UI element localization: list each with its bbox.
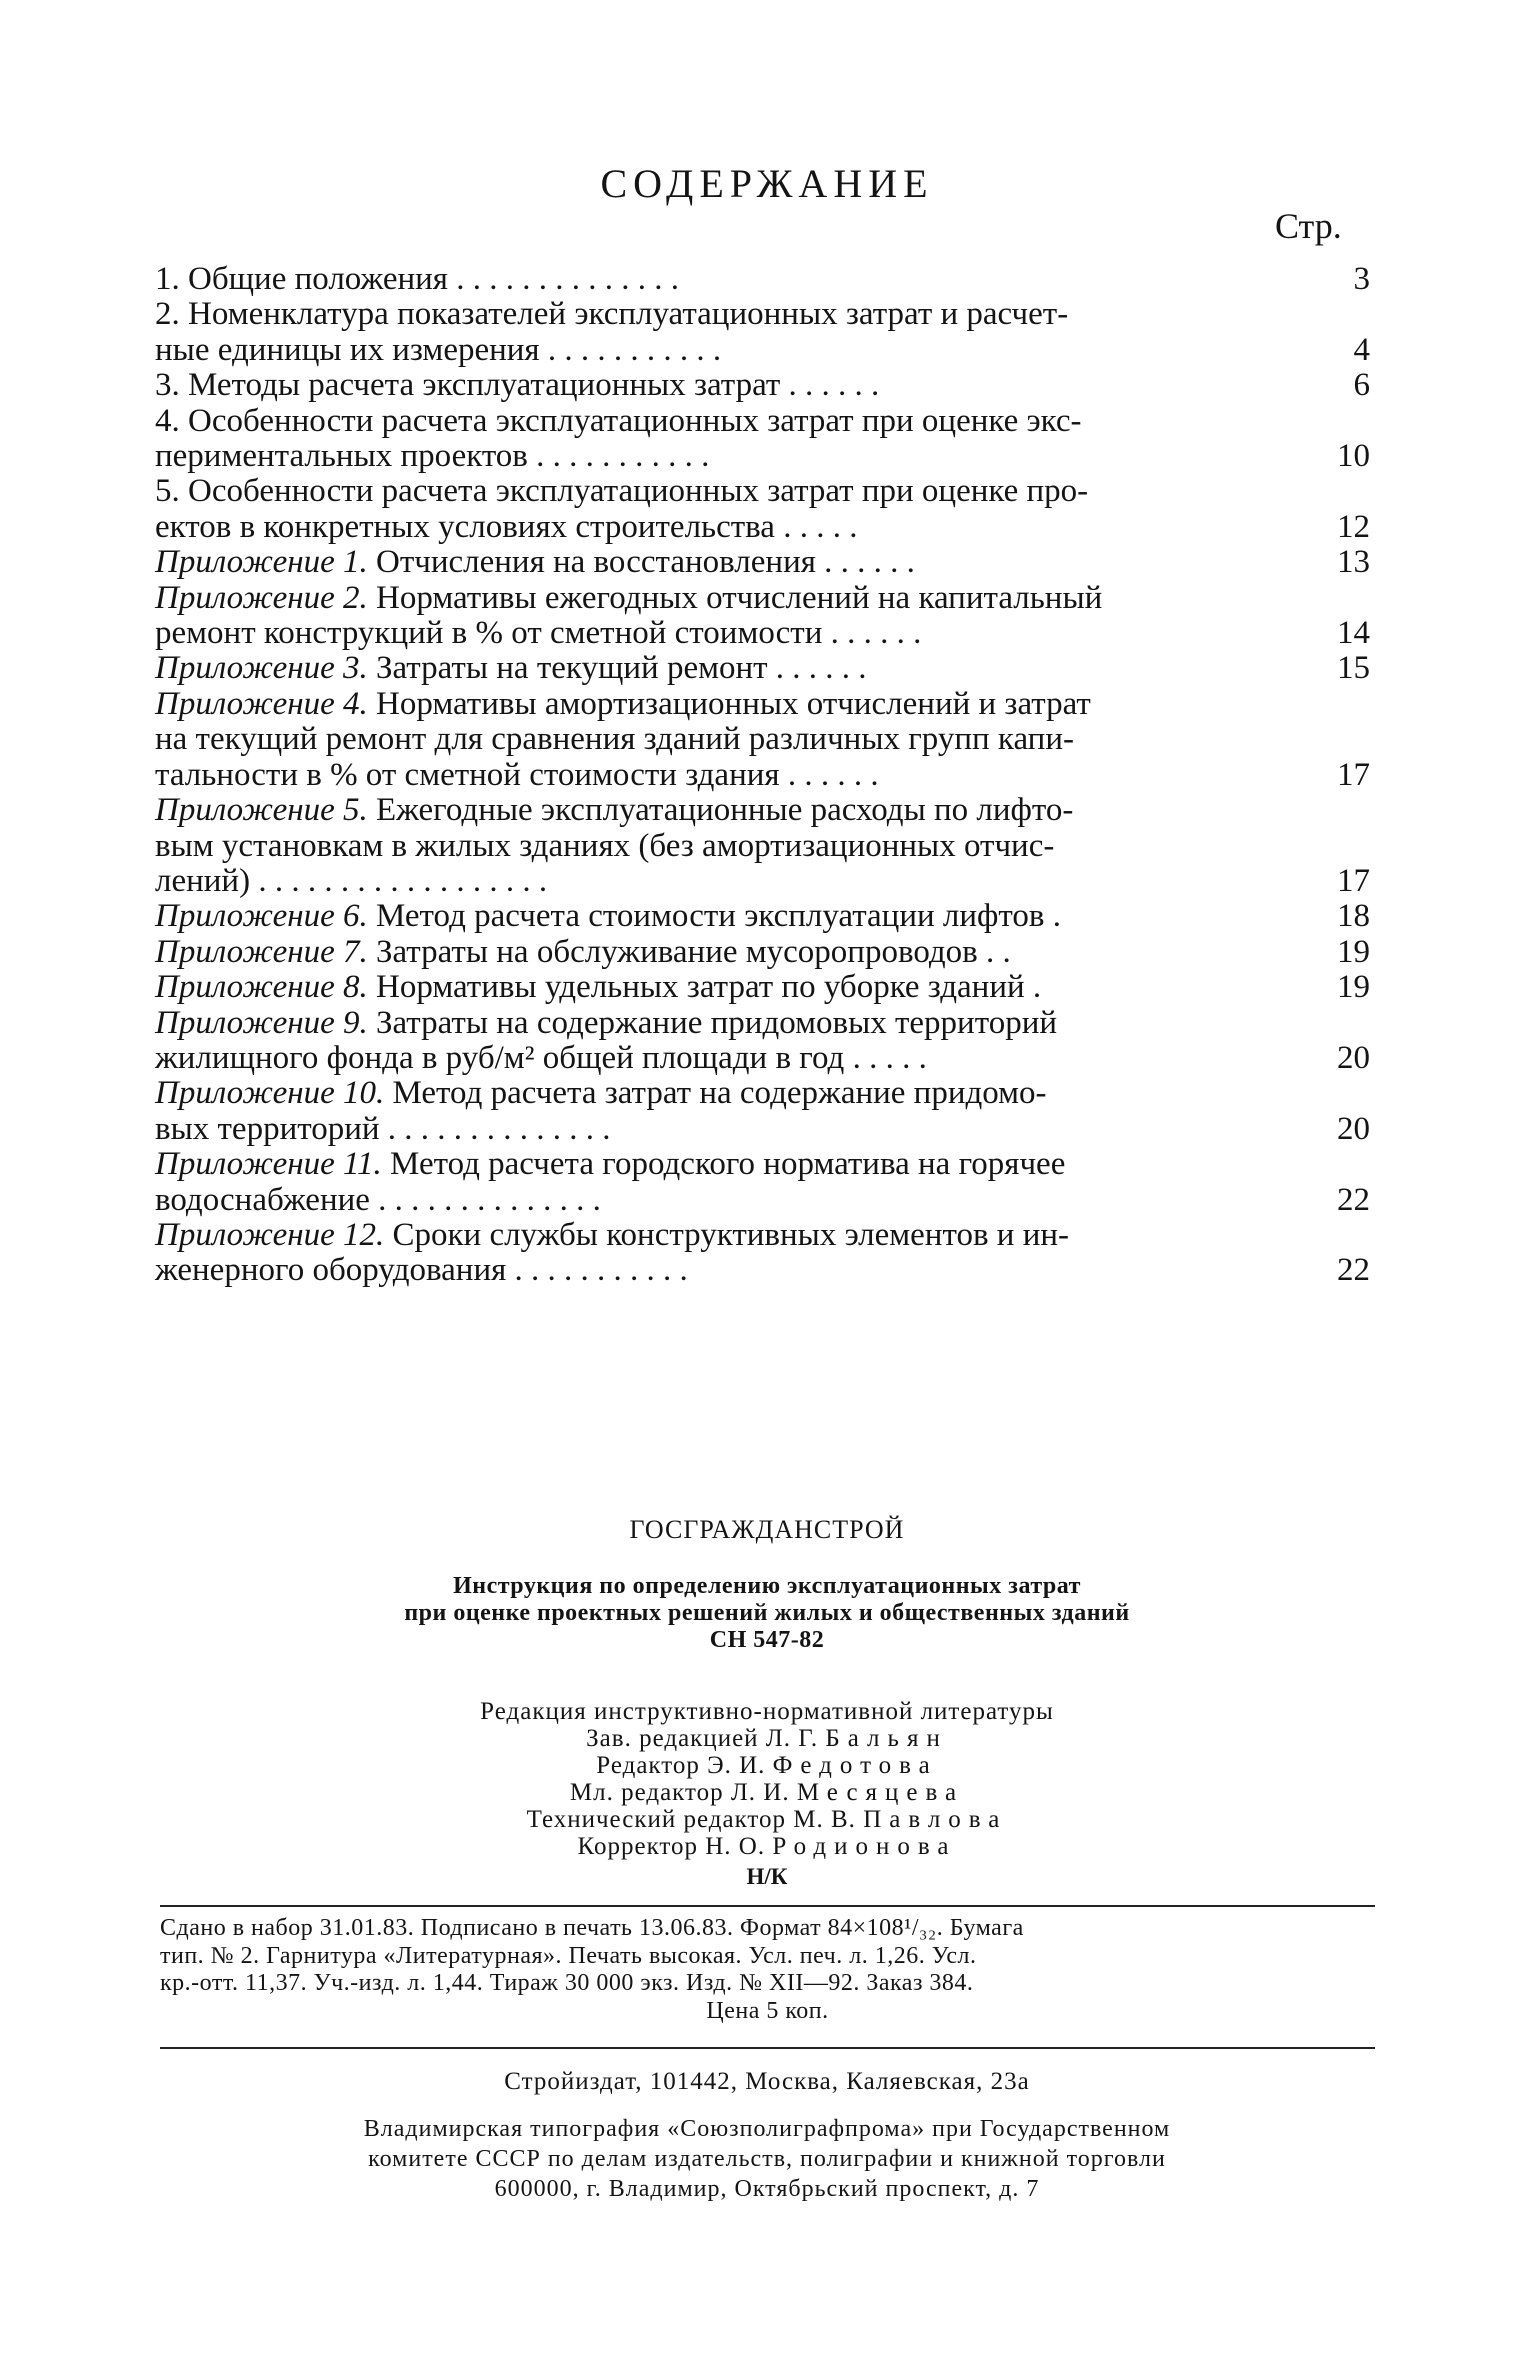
book-title: [0, 1573, 1534, 1654]
toc-entry-line: [155, 1218, 1280, 1253]
toc-entry-line: [155, 262, 1280, 297]
toc-page-number: 15: [1337, 650, 1370, 687]
toc-entry-text: Сроки службы конструктивных элементов и ин-: [384, 1216, 1070, 1253]
toc-entry: [155, 368, 1370, 403]
toc-entry-text: лений) . . . . . . . . . . . . . . . . . .: [155, 862, 548, 899]
credit-name: Федотова: [772, 1752, 938, 1779]
toc-page-number: 22: [1337, 1181, 1370, 1218]
credit-name: Родионова: [772, 1833, 957, 1860]
appendix-label: Приложение 11.: [155, 1146, 382, 1183]
printer-line: комитете СССР по делам издательств, полиграфии и книжной торговли: [368, 2146, 1166, 2172]
toc-page-column-header: Стр.: [1275, 206, 1342, 246]
toc-entry-text: Затраты на обслуживание мусоропроводов . .: [367, 933, 1011, 970]
toc-entry-line: [155, 899, 1280, 934]
appendix-label: Приложение 10.: [155, 1075, 385, 1112]
toc-entry-text: вым установкам в жилых зданиях (без амортизационных отчис-: [155, 827, 1055, 864]
toc-entry-line: [155, 1041, 1280, 1076]
toc-entry-text: ектов в конкретных условиях строительства . . . . .: [155, 508, 858, 545]
credit-line: [0, 1752, 1534, 1779]
editorial-credits: [0, 1698, 1534, 1860]
credit-name: Павлова: [863, 1806, 1008, 1833]
publisher-address: Стройиздат, 101442, Москва, Каляевская, 23а: [504, 2068, 1030, 2095]
toc-entry-text: периментальных проектов . . . . . . . . . . .: [155, 438, 710, 475]
toc-entry-line: [155, 545, 1280, 580]
toc-entry-line: [155, 333, 1280, 368]
toc-entry-line: [155, 581, 1280, 616]
toc-entry-text: Нормативы удельных затрат по уборке зданий .: [367, 969, 1042, 1006]
toc-entry-line: [155, 651, 1280, 686]
printer-info: [0, 2114, 1534, 2204]
credit-line: [0, 1833, 1534, 1860]
toc-entry: [155, 474, 1370, 545]
toc-page-number: 19: [1337, 969, 1370, 1006]
appendix-label: Приложение 3.: [155, 650, 368, 687]
appendix-label: Приложение 12.: [155, 1216, 385, 1253]
toc-entry-line: [155, 793, 1280, 828]
toc-entry-text: Метод расчета затрат на содержание придомо-: [384, 1075, 1047, 1112]
toc-title: СОДЕРЖАНИЕ: [600, 161, 934, 206]
toc-entry-text: 1. Общие положения . . . . . . . . . . . . . .: [155, 261, 679, 297]
publication-marker: Н/К: [746, 1864, 788, 1889]
toc-entry: [155, 581, 1370, 652]
printer-line: Владимирская типография «Союзполиграфпрома» при Государственном: [363, 2116, 1171, 2142]
price: Цена 5 коп.: [706, 1997, 829, 2024]
toc-entry: [155, 970, 1370, 1005]
organization-name: ГОСГРАЖДАНСТРОЙ: [629, 1515, 905, 1544]
toc-entry-text: Затраты на текущий ремонт . . . . . .: [367, 650, 867, 687]
toc-entry-text: Метод расчета стоимости эксплуатации лифтов .: [367, 898, 1061, 935]
credit-role: Мл. редактор Л. И.: [569, 1779, 790, 1806]
toc-page-number: 20: [1337, 1110, 1370, 1147]
toc-entry: [155, 1147, 1370, 1218]
toc-entry-line: [155, 368, 1280, 403]
toc-page-number: 20: [1337, 1039, 1370, 1076]
toc-entry-text: тальности в % от сметной стоимости здания . . . . . .: [155, 756, 879, 793]
toc-entry-line: [155, 1112, 1280, 1147]
toc-entry-line: [155, 1183, 1280, 1218]
toc-entry-line: [155, 829, 1280, 864]
toc-entry-text: Затраты на содержание придомовых территорий: [367, 1004, 1058, 1041]
toc-entry: [155, 1076, 1370, 1147]
toc-page-number: 19: [1337, 933, 1370, 970]
toc-entry: [155, 404, 1370, 475]
toc-entry-line: [155, 970, 1280, 1005]
divider-line: [160, 1905, 1375, 1907]
appendix-label: Приложение 2.: [155, 579, 368, 616]
toc-entry-text: ные единицы их измерения . . . . . . . . . . .: [155, 331, 722, 368]
toc-entry-line: [155, 474, 1280, 509]
appendix-label: Приложение 4.: [155, 685, 368, 722]
toc-page-number: 17: [1337, 756, 1370, 793]
divider-line: [160, 2047, 1375, 2049]
book-title-line: СН 547-82: [709, 1627, 825, 1653]
credit-role: Технический редактор М. В.: [526, 1806, 856, 1833]
toc-entry-text: 3. Методы расчета эксплуатационных затрат . . . . . .: [155, 367, 880, 404]
toc-page-number: 3: [1353, 261, 1370, 297]
toc-entry: [155, 793, 1370, 899]
book-title-line: Инструкция по определению эксплуатационных затрат: [453, 1573, 1081, 1599]
toc-entry: [155, 1006, 1370, 1077]
toc-entry-line: [155, 1076, 1280, 1111]
toc-entry-text: вых территорий . . . . . . . . . . . . . .: [155, 1110, 611, 1147]
toc-page-number: 6: [1353, 367, 1370, 404]
credit-role: Зав. редакцией Л. Г.: [586, 1725, 819, 1752]
appendix-label: Приложение 8.: [155, 969, 368, 1006]
printer-line: 600000, г. Владимир, Октябрьский проспект, д. 7: [494, 2176, 1040, 2202]
print-info-line: тип. № 2. Гарнитура «Литературная». Печать высокая. Усл. печ. л. 1,26. Усл.: [160, 1942, 977, 1969]
toc-entry: [155, 297, 1370, 368]
toc-entry-text: Нормативы ежегодных отчислений на капитальный: [367, 579, 1103, 616]
toc-page-number: 4: [1353, 331, 1370, 368]
print-info-line: Сдано в набор 31.01.83. Подписано в печать 13.06.83. Формат 84×108¹/₃₂. Бумага: [160, 1915, 1024, 1941]
toc-entry-line: [155, 616, 1280, 651]
toc-entry-text: жилищного фонда в руб/м² общей площади в год . . . . .: [155, 1039, 927, 1076]
toc-entry-text: на текущий ремонт для сравнения зданий различных групп капи-: [155, 721, 1074, 758]
toc-entry: [155, 1218, 1370, 1289]
toc-entry: [155, 545, 1370, 580]
toc-page-number: 22: [1337, 1252, 1370, 1289]
toc-entry-text: 4. Особенности расчета эксплуатационных затрат при оценке экс-: [155, 402, 1082, 439]
toc-entry-text: водоснабжение . . . . . . . . . . . . . .: [155, 1181, 601, 1218]
toc-entry-line: [155, 758, 1280, 793]
credit-role: Редактор Э. И.: [596, 1752, 766, 1779]
book-title-line: при оценке проектных решений жилых и общественных зданий: [404, 1600, 1130, 1626]
toc-entry-line: [155, 510, 1280, 545]
credit-name: Месяцева: [796, 1779, 965, 1806]
toc-entry-line: [155, 1253, 1280, 1288]
toc-entry-line: [155, 404, 1280, 439]
appendix-label: Приложение 6.: [155, 898, 368, 935]
toc-entry: [155, 262, 1370, 297]
toc-entry-text: Нормативы амортизационных отчислений и затрат: [367, 685, 1091, 722]
toc-entry-line: [155, 297, 1280, 332]
appendix-label: Приложение 9.: [155, 1004, 368, 1041]
toc-entry-line: [155, 1147, 1280, 1182]
credit-line: [0, 1779, 1534, 1806]
toc-entry-text: Метод расчета городского норматива на горячее: [381, 1146, 1066, 1183]
toc-entry-text: 2. Номенклатура показателей эксплуатационных затрат и расчет-: [155, 296, 1069, 333]
toc-entry: [155, 935, 1370, 970]
toc-entry-text: женерного оборудования . . . . . . . . . . .: [155, 1252, 688, 1289]
toc-page-number: 18: [1337, 898, 1370, 935]
toc-entry-line: [155, 864, 1280, 899]
toc-entry-text: ремонт конструкций в % от сметной стоимости . . . . . .: [155, 615, 922, 652]
toc-page-number: 13: [1337, 544, 1370, 581]
toc-page-number: 14: [1337, 615, 1370, 652]
toc-page-number: 12: [1337, 508, 1370, 545]
appendix-label: Приложение 7.: [155, 933, 368, 970]
toc-entry-line: [155, 722, 1280, 757]
table-of-contents: [155, 262, 1370, 1289]
credit-line: [0, 1725, 1534, 1752]
editorial-office: Редакция инструктивно-нормативной литературы: [480, 1698, 1054, 1725]
toc-page-number: 10: [1337, 438, 1370, 475]
print-info: [160, 1915, 1375, 2025]
toc-entry: [155, 899, 1370, 934]
toc-entry-line: [155, 687, 1280, 722]
toc-entry-line: [155, 935, 1280, 970]
credit-role: Корректор Н. О.: [577, 1833, 766, 1860]
appendix-label: Приложение 5.: [155, 792, 368, 829]
toc-entry-text: Отчисления на восстановления . . . . . .: [367, 544, 915, 581]
toc-entry: [155, 651, 1370, 686]
toc-entry: [155, 687, 1370, 793]
credit-line: [0, 1806, 1534, 1833]
appendix-label: Приложение 1.: [155, 544, 368, 581]
toc-page-number: 17: [1337, 862, 1370, 899]
credit-name: Бальян: [825, 1725, 948, 1752]
print-info-line: кр.-отт. 11,37. Уч.-изд. л. 1,44. Тираж 30 000 экз. Изд. № XII—92. Заказ 384.: [160, 1970, 974, 1996]
toc-entry-line: [155, 439, 1280, 474]
toc-entry-text: Ежегодные эксплуатационные расходы по лифто-: [367, 792, 1074, 829]
toc-entry-line: [155, 1006, 1280, 1041]
toc-entry-text: 5. Особенности расчета эксплуатационных затрат при оценке про-: [155, 473, 1089, 510]
